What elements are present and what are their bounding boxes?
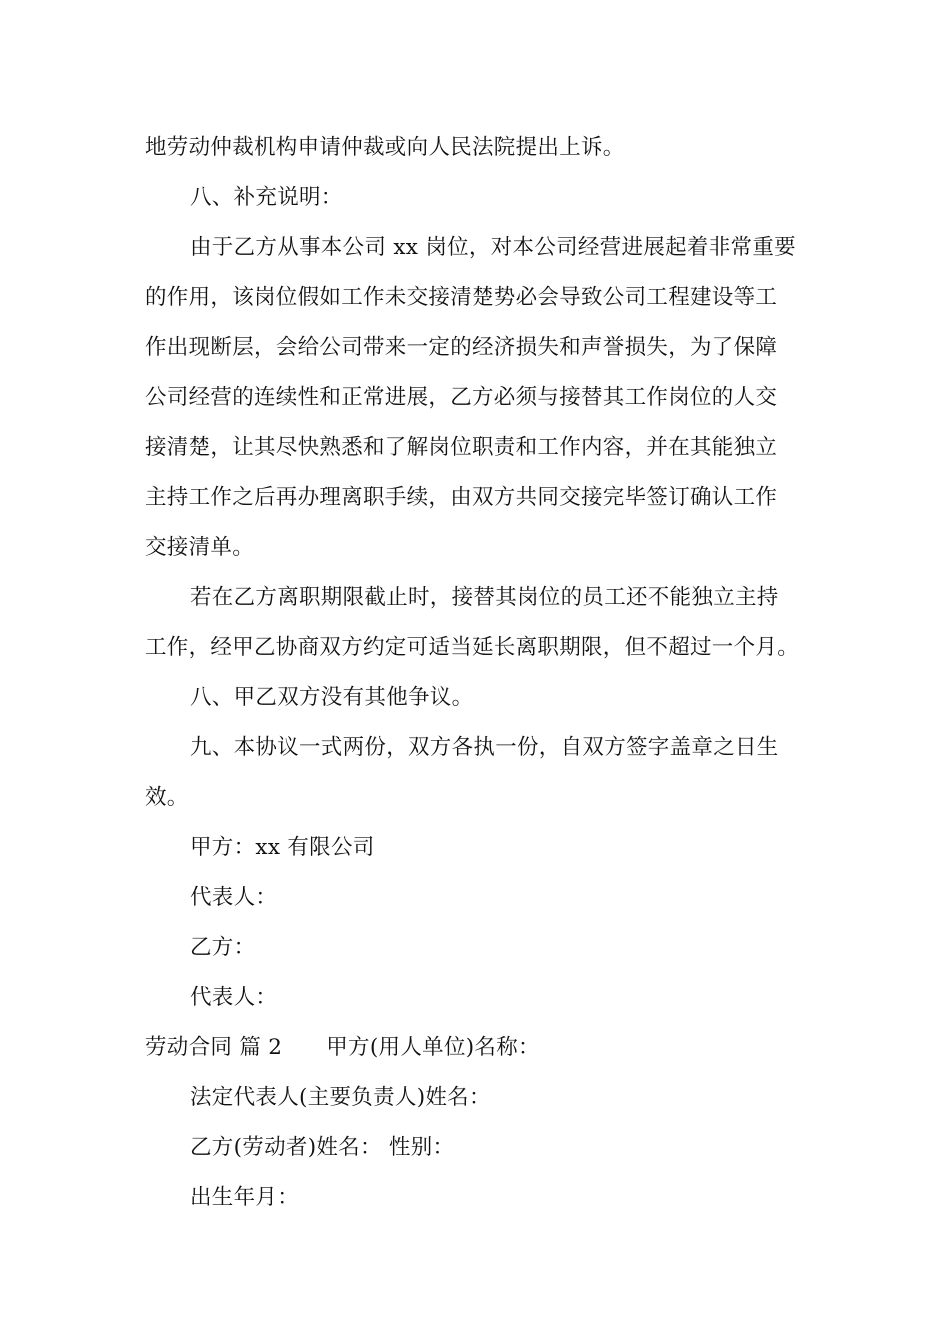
paragraph-line: 地劳动仲裁机构申请仲裁或向人民法院提出上诉。 <box>145 135 625 160</box>
paragraph-line: 作出现断层，会给公司带来一定的经济损失和声誉损失，为了保障 <box>145 335 778 360</box>
paragraph-line: 工作，经甲乙协商双方约定可适当延长离职期限，但不超过一个月。 <box>145 635 800 660</box>
employer-name-label: 甲方(用人单位)名称： <box>326 1035 540 1060</box>
paragraph-line: 若在乙方离职期限截止时，接替其岗位的员工还不能独立主持 <box>190 585 779 610</box>
paragraph-line: 交接清单。 <box>145 535 255 560</box>
contract-title: 劳动合同 篇 2 <box>145 1035 283 1060</box>
paragraph-line: 的作用，该岗位假如工作未交接清楚势必会导致公司工程建设等工 <box>145 285 778 310</box>
employee-name-gender-field: 乙方(劳动者)姓名： 性别： <box>190 1135 455 1160</box>
paragraph-line: 公司经营的连续性和正常进展，乙方必须与接替其工作岗位的人交 <box>145 385 778 410</box>
paragraph-line: 效。 <box>145 785 189 810</box>
legal-representative-field: 法定代表人(主要负责人)姓名： <box>190 1085 491 1110</box>
paragraph-line: 由于乙方从事本公司 xx 岗位，对本公司经营进展起着非常重要 <box>190 235 796 260</box>
party-a-representative: 代表人： <box>190 885 278 910</box>
paragraph-line: 接清楚，让其尽快熟悉和了解岗位职责和工作内容，并在其能独立 <box>145 435 778 460</box>
party-b-label: 乙方： <box>190 935 256 960</box>
party-b-representative: 代表人： <box>190 985 278 1010</box>
contract-section-heading <box>145 1032 815 1064</box>
birth-date-field: 出生年月： <box>190 1185 300 1210</box>
paragraph-line: 主持工作之后再办理离职手续，由双方共同交接完毕签订确认工作 <box>145 485 778 510</box>
party-a-name: 甲方：xx 有限公司 <box>190 835 375 860</box>
clause-no-dispute: 八、甲乙双方没有其他争议。 <box>190 685 474 710</box>
section-heading-supplement: 八、补充说明： <box>190 185 343 210</box>
clause-effectiveness: 九、本协议一式两份，双方各执一份，自双方签字盖章之日生 <box>190 735 779 760</box>
